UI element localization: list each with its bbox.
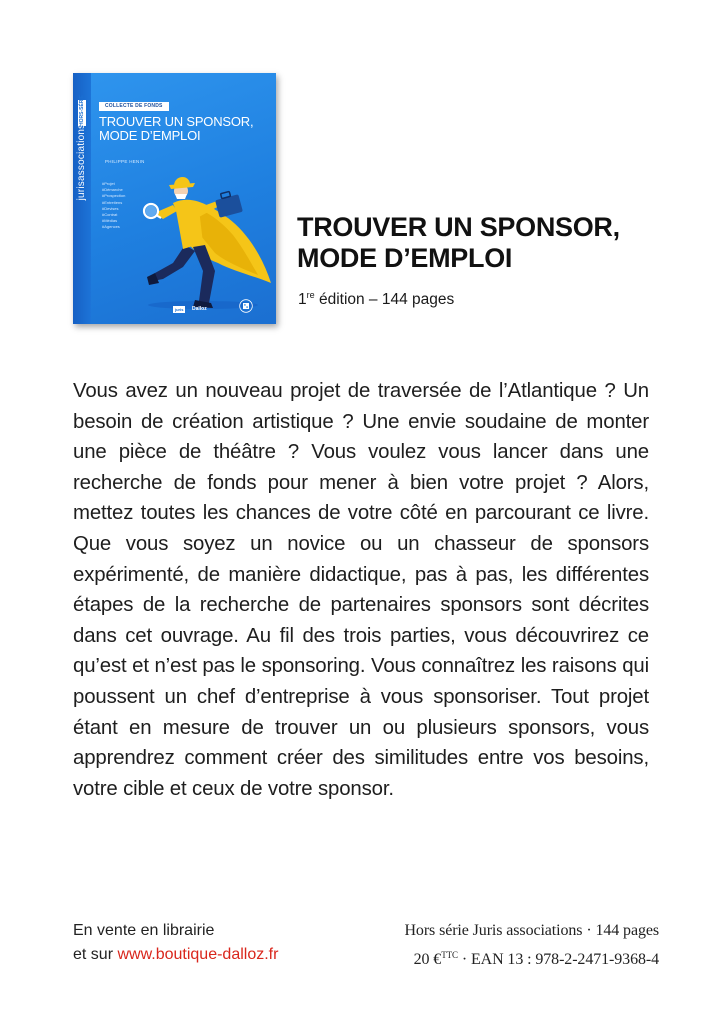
sale-prefix: et sur [73, 946, 118, 963]
book-cover [73, 73, 276, 324]
cover-hashtag: #Projet [102, 181, 115, 186]
cover-author: PHILIPPE HENIN [105, 159, 145, 164]
ean-code: · EAN 13 : 978-2-2471-9368-4 [457, 951, 659, 968]
sale-info [73, 919, 278, 967]
price-tax-label: TTC [441, 950, 458, 960]
cover-hashtag: #Médias [102, 218, 118, 224]
qr-code-icon [239, 299, 253, 313]
cover-hors-serie-label: HORS-SÉRIE [79, 94, 85, 126]
edition-number: 1 [298, 291, 307, 308]
pricing-info [404, 919, 659, 972]
cover-hashtag: #Devises [102, 205, 119, 211]
cover-hashtag: #Prospection [102, 193, 126, 199]
cover-title [99, 115, 273, 143]
cover-publisher-logos [173, 306, 233, 316]
running-detective-illustration [133, 163, 273, 313]
sale-line-online [73, 943, 278, 967]
book-title [297, 212, 620, 274]
cover-collection-tag: COLLECTE DE FONDS [99, 102, 169, 111]
cover-hashtag: #Agences [102, 224, 120, 230]
cover-hashtag-list [102, 181, 125, 231]
book-title-line: MODE D’EMPLOI [297, 243, 513, 273]
dalloz-logo: Dalloz [192, 306, 207, 312]
edition-pages: édition – 144 pages [314, 291, 455, 308]
series-info: Hors série Juris associations · 144 pages [404, 922, 659, 939]
sale-line: En vente en librairie [73, 922, 215, 939]
cover-hashtag: #Démarche [102, 187, 123, 193]
juris-badge-logo: juris [175, 307, 184, 312]
boutique-dalloz-link[interactable]: www.boutique-dalloz.fr [117, 946, 279, 963]
edition-info [298, 290, 454, 309]
cover-brand-logo: jurisassociations [76, 123, 87, 201]
price-ean-line [404, 943, 659, 972]
cover-hashtag: #Contrat [102, 212, 118, 218]
cover-hashtag: #Entretiens [102, 199, 123, 205]
edition-ordinal-suffix: re [306, 290, 315, 300]
book-description: Vous avez un nouveau projet de traversée de l’Atlantique ? Un besoin de création artistique ? Une envie soudaine de monter une pièce de théâtre ? Vous voulez vous lancer dans une recherche de fonds pour mener à bien votre projet ? Alors, mettez toutes les chances de votre côté en parcourant ce livre. Que vous soyez un novice ou un chasseur de sponsors expérimenté, de manière didactique, pas à pas, les différentes étapes de la recherche de partenaires sponsors sont décrites dans cet ouvrage. Au fil des trois parties, vous découvrirez ce qu’est et n’est pas le sponsoring. Vous connaîtrez les raisons qui poussent un chef d’entreprise à vous sponsoriser. Tout projet étant en mesure de trouver un ou plusieurs sponsors, vous apprendrez comment créer des similitudes entre vos besoins, votre cible et ceux de votre sponsor. [73, 380, 649, 800]
price: 20 € [413, 951, 442, 968]
cover-title-line: TROUVER UN SPONSOR, [99, 114, 254, 129]
book-title-line: TROUVER UN SPONSOR, [297, 212, 620, 242]
cover-title-line: MODE D’EMPLOI [99, 128, 201, 143]
